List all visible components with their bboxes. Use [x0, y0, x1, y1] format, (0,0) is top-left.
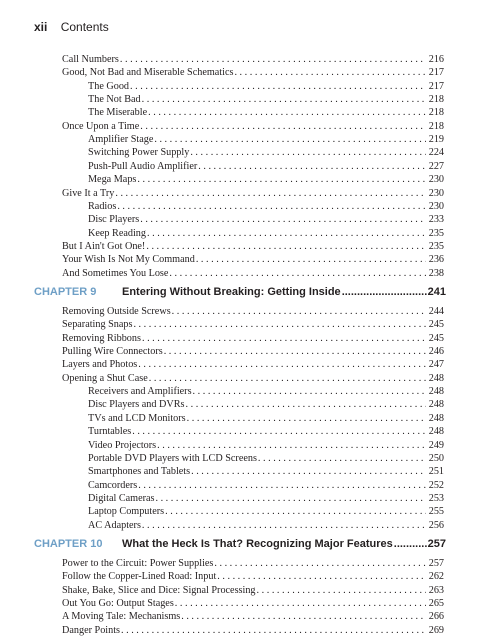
toc-entry-title: Follow the Copper-Lined Road: Input [62, 571, 217, 583]
dot-leader [149, 372, 426, 385]
toc-entry-title: Removing Outside Screws [62, 305, 171, 317]
toc-entry-page: 235 [428, 240, 444, 252]
toc-entry-page: 246 [428, 346, 444, 357]
toc-subentry [88, 93, 444, 106]
dot-leader [142, 332, 426, 345]
toc-entry-page: 248 [428, 412, 444, 424]
toc-entry-title: Your Wish Is Not My Command [62, 254, 195, 266]
dot-leader [193, 385, 426, 398]
toc-entry-page: 256 [428, 519, 444, 531]
toc-entry-page: 253 [428, 492, 444, 504]
toc-entry-title: And Sometimes You Lose [62, 267, 169, 279]
toc-subentry [88, 173, 444, 186]
toc-entry-title: The Good [88, 80, 130, 92]
dot-leader [342, 285, 427, 299]
page-number: xii [34, 20, 48, 34]
dot-leader [148, 106, 426, 119]
toc-entry-title: Power to the Circuit: Power Supplies [62, 557, 214, 569]
toc-entry-title: Radios [88, 200, 117, 212]
toc-entry-page: 235 [428, 227, 444, 239]
toc-entry-title: The Miserable [88, 107, 148, 119]
toc-entry-title: A Moving Tale: Mechanisms [62, 611, 181, 623]
dot-leader [257, 584, 426, 597]
toc-entry-page: 250 [428, 452, 444, 464]
dot-leader [142, 93, 426, 106]
toc-entry-title: Video Projectors [88, 439, 157, 451]
toc-entry-title: Switching Power Supply [88, 147, 190, 159]
toc-entry-page: 227 [428, 160, 444, 172]
dot-leader [120, 53, 426, 66]
toc-entry-title: Danger Points [62, 624, 121, 636]
dot-leader [164, 345, 426, 358]
toc-subentry [88, 425, 444, 438]
dot-leader [155, 492, 425, 505]
page-header [34, 20, 109, 34]
dot-leader [190, 146, 425, 159]
toc-entry [62, 624, 444, 637]
toc-subentry [88, 80, 444, 93]
toc-entry [62, 120, 444, 133]
dot-leader [217, 570, 425, 583]
toc-entry-title: AC Adapters [88, 519, 141, 531]
dot-leader [117, 200, 425, 213]
toc-entry-page: 216 [428, 54, 444, 65]
toc-subentry [88, 492, 444, 505]
toc-entry [62, 66, 444, 79]
toc-entry-title: Give It a Try [62, 187, 115, 199]
toc-entry [62, 597, 444, 610]
dot-leader [157, 439, 426, 452]
toc-subentry [88, 519, 444, 532]
toc-subentry [88, 452, 444, 465]
dot-leader [214, 557, 425, 570]
toc-subentry [88, 160, 444, 173]
toc-subentry [88, 412, 444, 425]
toc-entry [62, 345, 444, 358]
dot-leader [187, 412, 426, 425]
chapter-title: Entering Without Breaking: Getting Inside [122, 285, 341, 298]
toc-entry-page: 218 [428, 107, 444, 119]
toc-entry-page: 245 [428, 319, 444, 331]
dot-leader [133, 318, 425, 331]
dot-leader [172, 305, 426, 318]
toc-entry [62, 267, 444, 280]
toc-subentry [88, 213, 444, 226]
toc-entry-title: Out You Go: Output Stages [62, 598, 174, 609]
toc-subentry [88, 505, 444, 518]
toc-entry [62, 610, 444, 623]
chapter-label: CHAPTER 9 [34, 285, 97, 298]
dot-leader [165, 505, 426, 518]
toc-entry [62, 570, 444, 583]
dot-leader [154, 133, 425, 146]
toc-subentry [88, 106, 444, 119]
toc-entry [62, 53, 444, 66]
toc-entry-title: Good, Not Bad and Miserable Schematics [62, 67, 234, 79]
dot-leader [138, 479, 425, 492]
toc-entry-page: 248 [428, 426, 444, 438]
dot-leader [140, 213, 426, 226]
toc-entry [62, 187, 444, 200]
toc-entry-page: 251 [428, 466, 444, 478]
dot-leader [140, 120, 425, 133]
chapter-page: 241 [427, 285, 446, 298]
toc-entry [62, 557, 444, 570]
toc-subentry [88, 385, 444, 398]
toc-entry-page: 218 [428, 94, 444, 105]
toc-entry-page: 238 [428, 267, 444, 279]
dot-leader [137, 173, 425, 186]
toc-entry-page: 265 [428, 598, 444, 609]
toc-entry [62, 240, 444, 253]
chapter-page: 257 [427, 537, 446, 550]
toc-entry [62, 358, 444, 371]
toc-entry-title: Laptop Computers [88, 506, 165, 518]
toc-entry-page: 236 [428, 254, 444, 266]
toc-entry-page: 219 [428, 134, 444, 146]
toc-subentry [88, 479, 444, 492]
toc-entry-page: 244 [428, 305, 444, 317]
toc-entry-title: Turntables [88, 426, 132, 438]
dot-leader [121, 624, 426, 637]
toc-subentry [88, 439, 444, 452]
toc-entry-title: Opening a Shut Case [62, 372, 148, 384]
toc-entry-page: 230 [428, 174, 444, 186]
toc-entry-title: Layers and Photos [62, 359, 138, 371]
toc-entry-page: 230 [428, 187, 444, 199]
toc-entry-title: Call Numbers [62, 54, 119, 65]
chapter-heading [34, 537, 446, 551]
toc-subentry [88, 398, 444, 411]
chapter-title: What the Heck Is That? Recognizing Major Features [122, 537, 393, 550]
toc-entry-page: 266 [428, 611, 444, 623]
toc-entry-page: 218 [428, 120, 444, 132]
toc-entry-page: 255 [428, 506, 444, 518]
toc-entry-title: Portable DVD Players with LCD Screens [88, 452, 257, 464]
toc-entry-page: 217 [428, 67, 444, 79]
toc-entry-page: 233 [428, 214, 444, 226]
dot-leader [146, 240, 425, 253]
dot-leader [142, 519, 426, 532]
dot-leader [234, 66, 425, 79]
toc-entry [62, 318, 444, 331]
toc-subentry [88, 133, 444, 146]
toc-entry-page: 252 [428, 479, 444, 491]
dot-leader [132, 425, 426, 438]
toc-entry-page: 263 [428, 584, 444, 596]
toc-entry-title: Keep Reading [88, 227, 146, 239]
dot-leader [147, 227, 426, 240]
toc-entry-page: 224 [428, 147, 444, 159]
toc-entry-page: 248 [428, 399, 444, 411]
toc-entry-page: 247 [428, 359, 444, 371]
toc-entry [62, 372, 444, 385]
chapter-label: CHAPTER 10 [34, 537, 103, 550]
toc-entry-page: 230 [428, 200, 444, 212]
dot-leader [115, 187, 425, 200]
toc-entry-title: But I Ain't Got One! [62, 240, 146, 252]
dot-leader [394, 537, 427, 551]
toc-entry-title: Smartphones and Tablets [88, 466, 191, 478]
toc-entry-title: Digital Cameras [88, 492, 155, 504]
toc-entry-page: 248 [428, 372, 444, 384]
dot-leader [196, 253, 426, 266]
dot-leader [186, 398, 426, 411]
toc-entry-title: Removing Ribbons [62, 332, 141, 344]
page-title: Contents [60, 20, 109, 34]
toc-entry-page: 262 [428, 571, 444, 583]
dot-leader [181, 610, 425, 623]
toc-entry-title: Separating Snaps [62, 319, 133, 331]
toc-entry-page: 257 [428, 557, 444, 569]
toc-entry [62, 253, 444, 266]
toc-entry-title: Pulling Wire Connectors [62, 346, 163, 357]
toc-subentry [88, 465, 444, 478]
toc-entry [62, 332, 444, 345]
chapter-heading [34, 285, 446, 299]
toc-entry-title: Shake, Bake, Slice and Dice: Signal Processing [62, 584, 256, 596]
toc-subentry [88, 146, 444, 159]
dot-leader [130, 80, 426, 93]
toc-entry-title: Push-Pull Audio Amplifier [88, 160, 198, 172]
toc-entry-title: Amplifier Stage [88, 134, 154, 146]
toc-entry-page: 217 [428, 80, 444, 92]
dot-leader [258, 452, 426, 465]
toc-entry-title: Disc Players [88, 214, 140, 226]
toc-subentry [88, 227, 444, 240]
toc-entry-page: 249 [428, 439, 444, 451]
toc-entry-title: TVs and LCD Monitors [88, 412, 186, 424]
toc-entry-title: Disc Players and DVRs [88, 399, 185, 411]
toc-subentry [88, 200, 444, 213]
dot-leader [198, 160, 425, 173]
toc-entry-title: The Not Bad [88, 94, 141, 105]
toc-entry-title: Receivers and Amplifiers [88, 386, 192, 398]
dot-leader [138, 358, 425, 371]
toc-entry-title: Mega Maps [88, 174, 137, 186]
dot-leader [175, 597, 426, 610]
toc-entry-page: 245 [428, 332, 444, 344]
toc-entry [62, 584, 444, 597]
toc-entry-title: Once Upon a Time [62, 120, 140, 132]
toc-entry-page: 269 [428, 624, 444, 636]
dot-leader [191, 465, 426, 478]
dot-leader [169, 267, 425, 280]
toc-entry-title: Camcorders [88, 479, 138, 491]
toc-entry [62, 305, 444, 318]
toc-entry-page: 248 [428, 386, 444, 398]
